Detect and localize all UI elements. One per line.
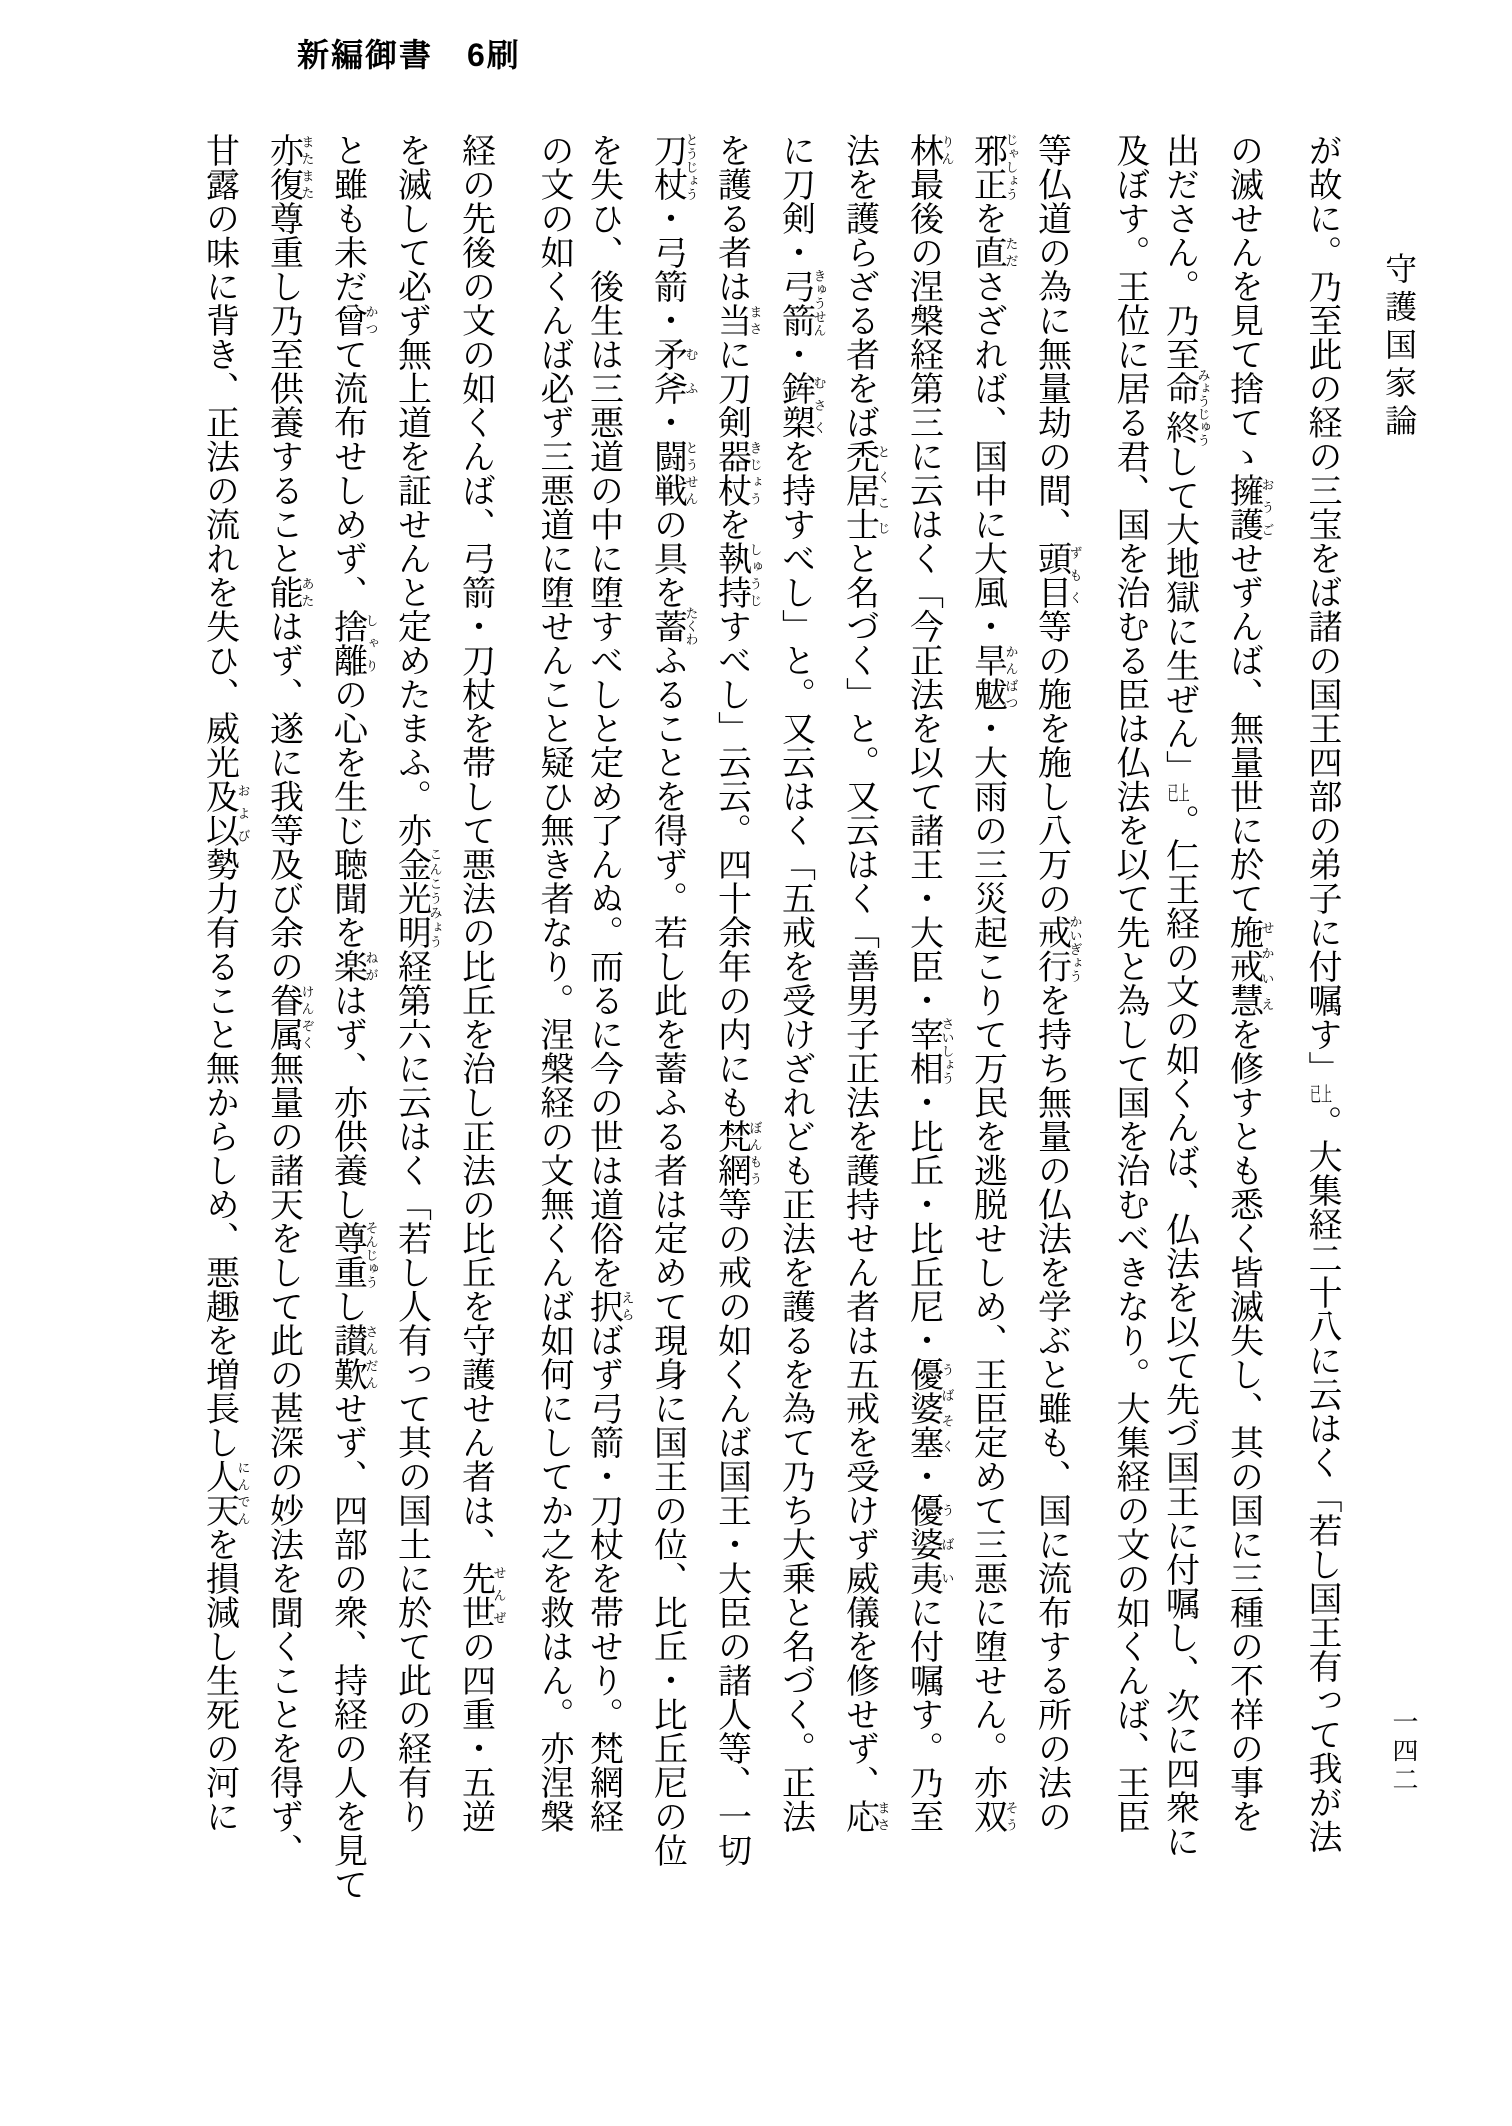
ruby-segment: 曾かつ [328,303,379,337]
text-column-11: 刀杖とうじょう・弓箭・矛斧むふ・闘戦とうせんの具を蓄たくわふることを得ず。若し此を蓄ふる者は定めて現身に国王の位、比丘・比丘尼の位 [648,133,699,1867]
ruby-segment: 尊重そんじゅう [328,1221,379,1289]
ruby-segment: 林りん [904,133,955,167]
ruby-segment: 優婆塞うばそく [904,1357,955,1459]
text-column-6: 邪正じゃしょうを直たださざれば、国中に大風・旱魃かんばつ・大雨の三災起こりて万民を逃脱せしめ、王臣定めて三悪に堕せん。亦双そう [968,133,1019,1833]
text-column-9: に刀剣・弓箭きゅうせん・鉾槊むさくを持すべし」と。又云はく「五戒を受けざれども正法を護るを為て乃ち大乗と名づく。正法 [776,133,827,1833]
ruby-segment: 頭目ずもく [1032,541,1083,609]
text-column-7: 林りん最後の涅槃経第三に云はく「今正法を以て諸王・大臣・宰相さいしょう・比丘・比丘尼・優婆塞うばそく・優婆夷うばいに付嘱す。乃至 [904,133,955,1833]
ruby-segment: 旱魃かんばつ [968,643,1019,711]
text-column-16: と雖も未だ曾かつて流布せしめず、捨離しゃりの心を生じ聴聞を楽ねがはず、亦供養し尊重そんじゅうし讃歎さんだんせず、四部の衆、持経の人を見て [328,133,379,1901]
ruby-segment: 及以および [200,779,251,847]
text-column-1: が故に。乃至此の経の三宝をば諸の国王四部の弟子に付嘱す」已上。大集経二十八に云はく「若し国王有って我が法 [1303,133,1340,1853]
ruby-segment: 擁護おうご [1224,473,1275,541]
ruby-segment: 先世せんぜ [456,1561,507,1629]
ruby-segment: 闘戦とうせん [648,439,699,507]
text-column-18: 甘露の味に背き、正法の流れを失ひ、威光及以および勢力有ること無からしめ、悪趣を増長し人天にんでんを損減し生死の河に [200,133,251,1833]
main-text-block [174,133,1340,1901]
ruby-segment: 弓箭きゅうせん [776,269,827,337]
ruby-segment: 応まさ [840,1799,891,1833]
ruby-segment: 矛斧むふ [648,337,699,405]
text-column-13: の文の如くんば必ず三悪道に堕せんこと疑ひ無き者なり。涅槃経の文無くんば如何にしてか之を救はん。亦涅槃 [535,133,572,1833]
ruby-segment: 戒行かいぎょう [1032,915,1083,983]
ruby-segment: 優婆夷うばい [904,1493,955,1595]
text-column-5: 等仏道の為に無量劫の間、頭目ずもく等の施を施し八万の戒行かいぎょうを持ち無量の仏法を学ぶと雖も、国に流布する所の法の [1032,133,1083,1833]
ruby-segment: 双そう [968,1799,1019,1833]
ruby-segment: 金光明こんこうみょう [392,847,443,949]
ruby-segment: 邪正じゃしょう [968,133,1019,201]
ruby-segment: 捨離しゃり [328,609,379,677]
text-column-17: 亦復またまた尊重し乃至供養すること能あたはず、遂に我等及び余の眷属けんぞく無量の諸天をして此の甚深の妙法を聞くことを得ず、 [264,133,315,1867]
text-column-15: を滅して必ず無上道を証せんと定めたまふ。亦金光明こんこうみょう経第六に云はく「若し人有って其の国土に於て此の経有り [392,133,443,1833]
ruby-segment: 択えら [584,1289,635,1323]
ruby-segment: 眷属けんぞく [264,983,315,1051]
ruby-segment: 能あた [264,575,315,609]
ruby-segment: 鉾槊むさく [776,371,827,439]
edition-header-label: 新編御書 6刷 [297,37,521,73]
ruby-segment: 刀杖とうじょう [648,133,699,201]
ruby-segment: 梵網ぼんもう [712,1119,763,1187]
text-column-14: 経の先後の文の如くんば、弓箭・刀杖を帯して悪法の比丘を治し正法の比丘を守護せん者は、先世せんぜの四重・五逆 [456,133,507,1833]
ruby-segment: 人天にんでん [200,1459,251,1527]
text-column-4: 及ぼす。王位に居る君、国を治むる臣は仏法を以て先と為して国を治むべきなり。大集経の文の如くんば、王臣 [1111,133,1148,1833]
text-column-3: 出ださん。乃至命終みょうじゅうして大地獄に生ぜん」已上。仁王経の文の如くんば、仏法を以て先づ国王に付嘱し、次に四衆に [1160,133,1211,1858]
text-column-10: を護る者は当まさに刀剣器杖きじょうを執持しゅうじすべし」云云。四十余年の内にも梵網ぼんもう等の戒の如くんば国王・大臣の諸人等、一切 [712,133,763,1867]
ruby-segment: 執持しゅうじ [712,541,763,609]
page-number: 一四二 [1389,1708,1418,1795]
ruby-segment: 禿居士とくこじ [840,439,891,541]
text-column-8: 法を護らざる者をば禿居士とくこじと名づく」と。又云はく「善男子正法を護持せん者は五戒を受けず威儀を修せず、応まさ [840,133,891,1833]
ruby-segment: 楽ねが [328,949,379,983]
text-column-12: を失ひ、後生は三悪道の中に堕すべしと定め了んぬ。而るに今の世は道俗を択えらばず弓箭・刀杖を帯せり。梵網経 [584,133,635,1833]
ruby-segment: 施戒慧せかいえ [1224,915,1275,1017]
ruby-segment: 宰相さいしょう [904,1017,955,1085]
ruby-segment: 直ただ [968,235,1019,269]
ruby-segment: 命終みょうじゅう [1160,368,1211,447]
ruby-segment: 亦復またまた [264,133,315,201]
ruby-segment: 蓄たくわ [648,606,699,646]
ruby-segment: 当まさ [712,303,763,337]
text-column-2: の滅せんを見て捨てゝ擁護おうごせずんば、無量世に於て施戒慧せかいえを修すとも悉く皆滅失し、其の国に三種の不祥の事を [1224,133,1275,1833]
ruby-segment: 器杖きじょう [712,439,763,507]
inline-note-ijou: 已上 [1167,784,1190,804]
document-title: 守護国家論 [1381,252,1417,442]
ruby-segment: 讃歎さんだん [328,1323,379,1391]
inline-note-ijou: 已上 [1310,1085,1332,1105]
